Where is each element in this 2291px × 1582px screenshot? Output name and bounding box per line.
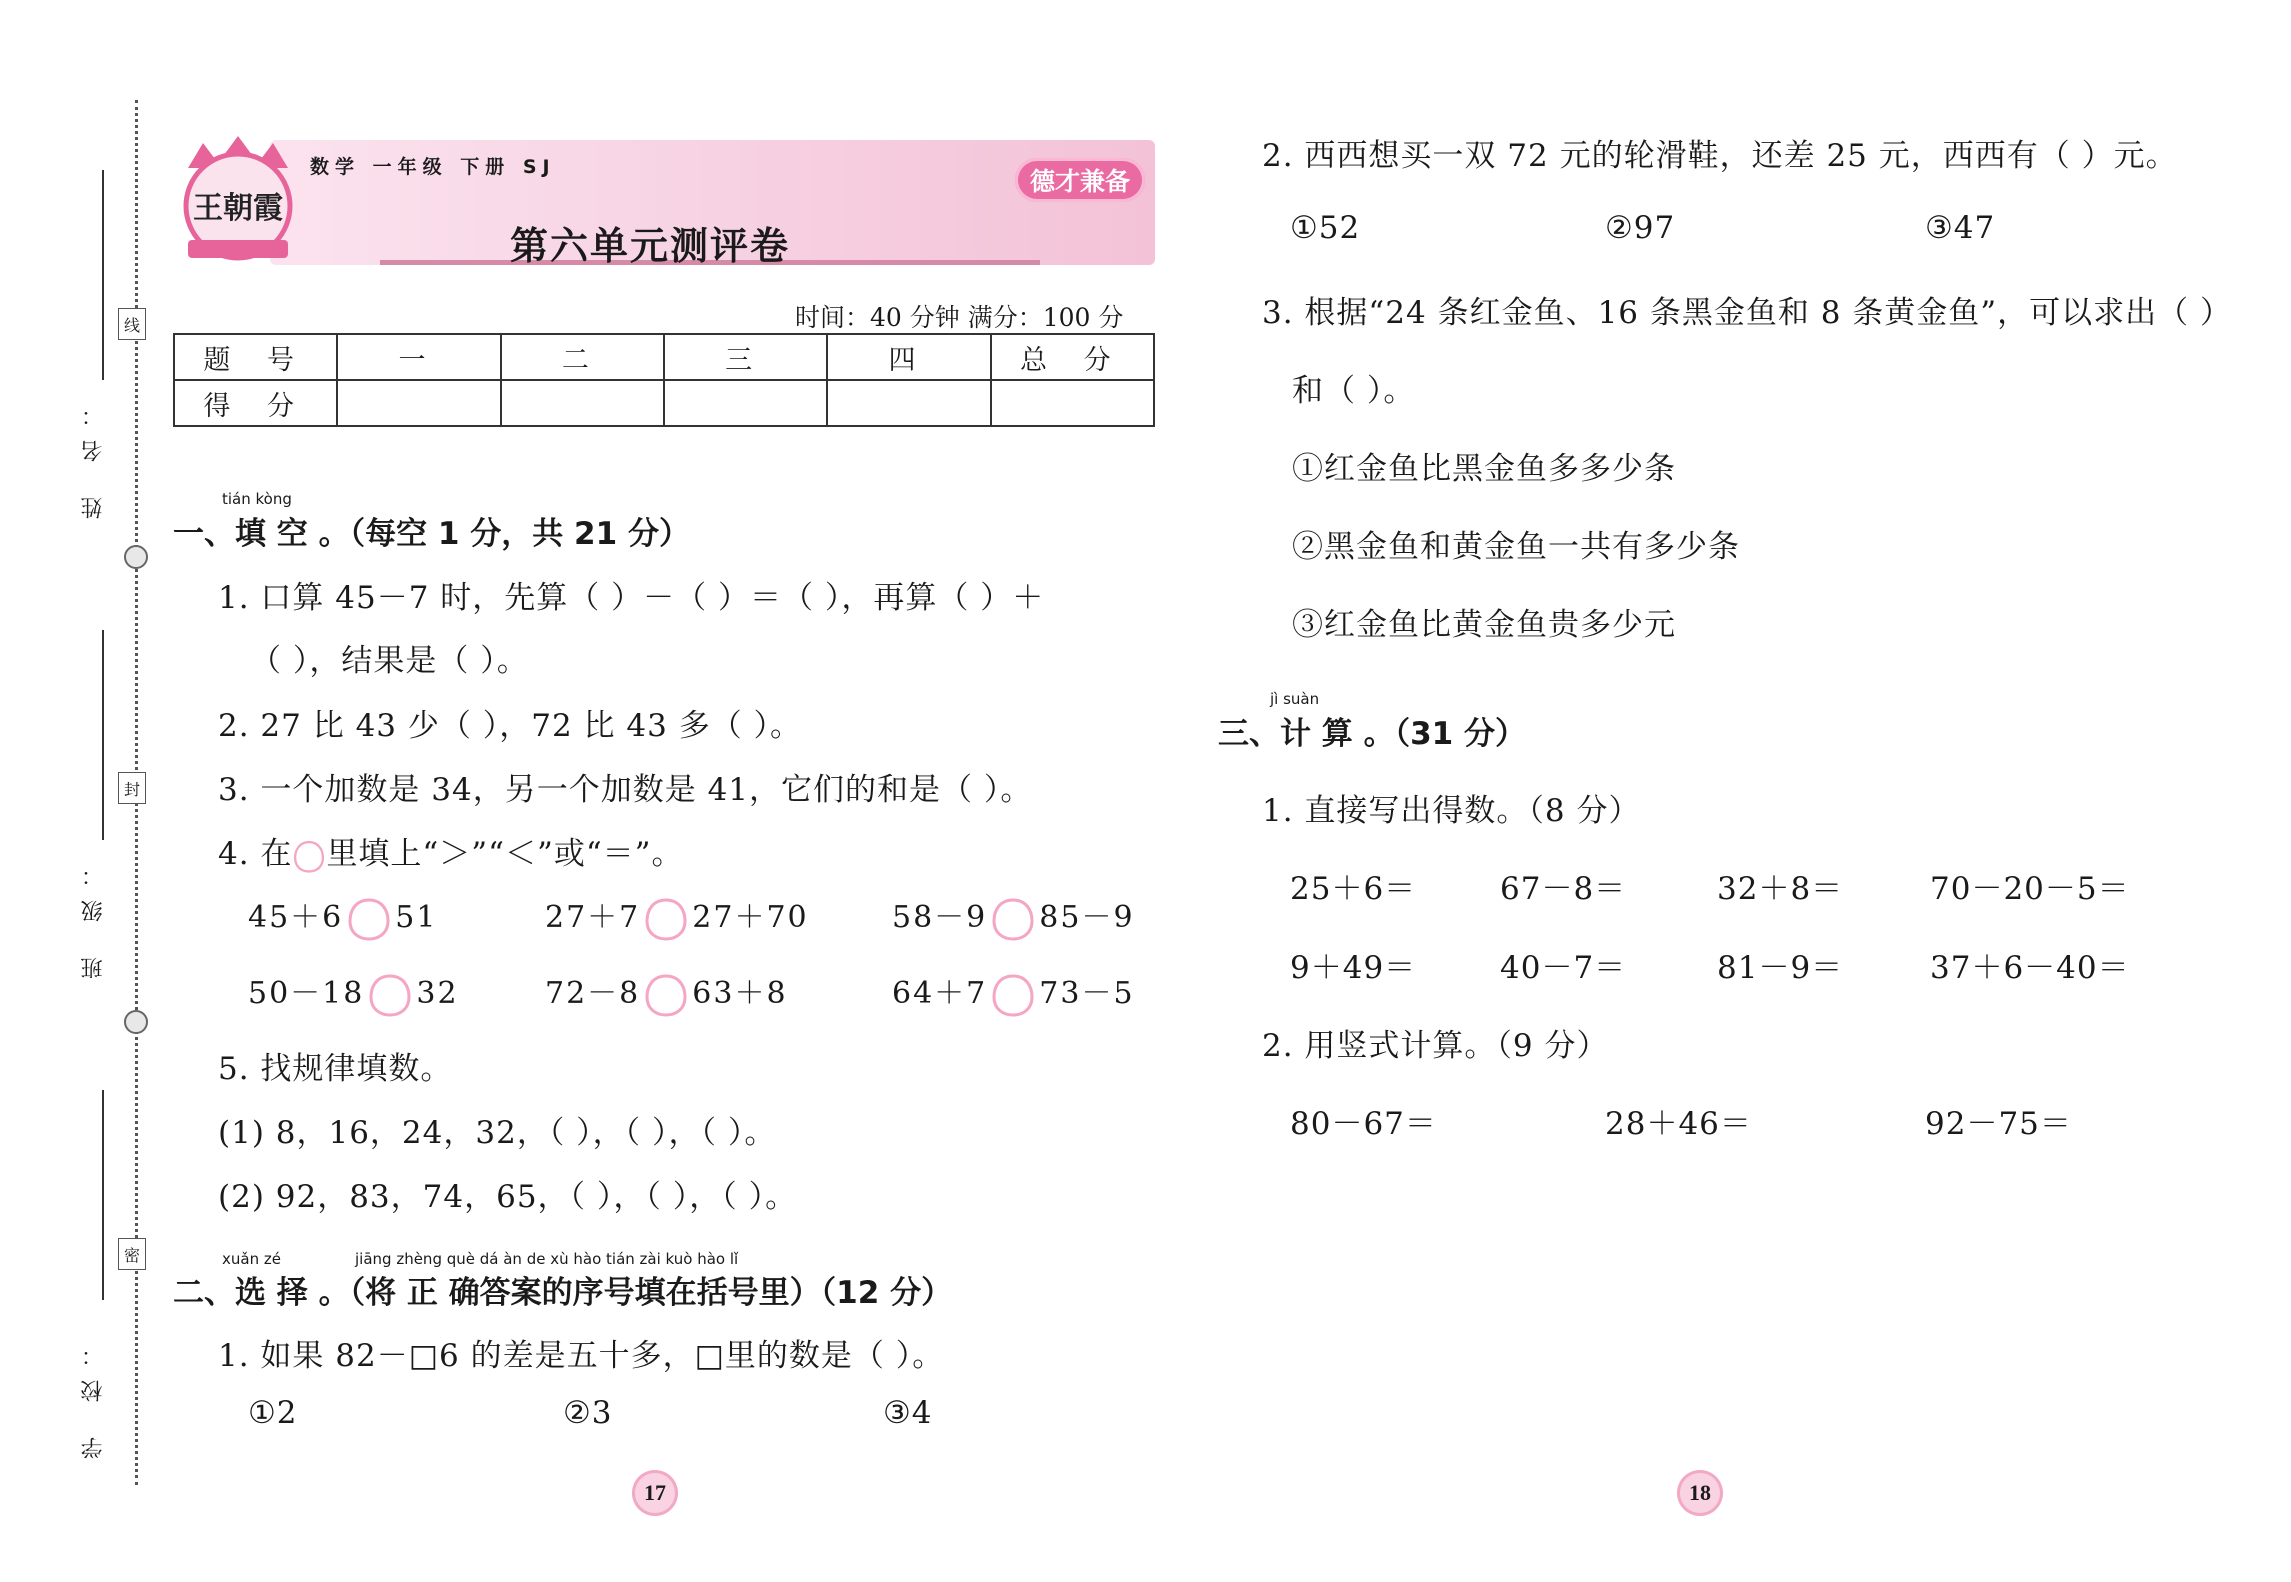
pinyin-annotation: jì suàn [1270, 690, 1320, 708]
question-2-3: 3. 根据“24 条红金鱼、16 条黑金鱼和 8 条黄金鱼”，可以求出（ ） [1262, 295, 2233, 331]
compare-right: 85－9 [1039, 900, 1135, 935]
calc-item: 37＋6－40＝ [1930, 950, 2130, 986]
option[interactable]: ②97 [1605, 210, 1676, 246]
table-cell: 三 [664, 334, 827, 380]
table-cell: 一 [337, 334, 500, 380]
score-input-cell[interactable] [991, 380, 1154, 426]
question-2-2: 2. 西西想买一双 72 元的轮滑鞋，还差 25 元，西西有（ ）元。 [1262, 138, 2178, 174]
compare-left: 50－18 [248, 976, 365, 1011]
option[interactable]: ②黑金鱼和黄金鱼一共有多少条 [1292, 529, 1740, 565]
seal-mark-secret: 密 [118, 1238, 146, 1270]
time-info: 时间：40 分钟 满分：100 分 [795, 303, 1124, 332]
option[interactable]: ③4 [883, 1395, 933, 1431]
seal-mark-line: 线 [118, 308, 146, 340]
compare-right: 32 [416, 976, 459, 1011]
calc-item: 70－20－5＝ [1930, 871, 2130, 907]
option[interactable]: ③红金鱼比黄金鱼贵多少元 [1292, 607, 1676, 643]
calc-item: 67－8＝ [1500, 871, 1627, 907]
question-1-3: 3. 一个加数是 34，另一个加数是 41，它们的和是（ ）。 [218, 772, 1033, 808]
brand-logo [178, 128, 298, 263]
pinyin-annotation: tián kòng [222, 490, 292, 508]
question-1-4 [218, 828, 684, 873]
compare-right: 63＋8 [692, 976, 788, 1011]
compare-left: 58－9 [892, 900, 988, 935]
calc-item: 40－7＝ [1500, 950, 1627, 986]
option[interactable]: ①2 [248, 1395, 298, 1431]
question-2-1: 1. 如果 82－□6 的差是五十多，□里的数是（ ）。 [218, 1338, 945, 1374]
compare-item [892, 892, 1135, 941]
option[interactable]: ①52 [1290, 210, 1361, 246]
score-input-cell[interactable] [337, 380, 500, 426]
compare-item [248, 968, 459, 1017]
question-1-5-2: (2) 92，83，74，65，（ ），（ ），（ ）。 [218, 1179, 798, 1215]
calc-item: 81－9＝ [1717, 950, 1844, 986]
compare-item [545, 968, 788, 1017]
subject-line: 数学 一年级 下册 SJ [310, 156, 556, 178]
page-title: 第六单元测评卷 [510, 224, 791, 268]
calc-item: 32＋8＝ [1717, 871, 1844, 907]
question-1-4-suffix: 里填上“＞”“＜”或“＝”。 [326, 836, 684, 872]
question-2-3-cont: 和（ ）。 [1292, 373, 1416, 409]
page-number-left: 17 [632, 1470, 678, 1516]
section-3-title: 三、计 算 。（31 分） [1218, 716, 1527, 752]
compare-right: 51 [395, 900, 438, 935]
option[interactable]: ①红金鱼比黑金鱼多多少条 [1292, 451, 1676, 487]
score-table-score-row [174, 380, 1154, 426]
badge: 德才兼备 [1015, 158, 1145, 202]
compare-left: 27＋7 [545, 900, 641, 935]
compare-item [545, 892, 809, 941]
calc-item: 9＋49＝ [1290, 950, 1417, 986]
name-label: 姓 名： [81, 390, 106, 519]
brand-name: 王朝霞 [193, 191, 283, 226]
binding-hole-icon [124, 545, 148, 569]
compare-left: 64＋7 [892, 976, 988, 1011]
petal-blank-icon[interactable] [991, 973, 1035, 1017]
section-2-title: 二、选 择 。（将 正 确答案的序号填在括号里）（12 分） [173, 1275, 953, 1311]
option[interactable]: ②3 [563, 1395, 613, 1431]
question-1-1: 1. 口算 45－7 时，先算（ ）－（ ）＝（ ），再算（ ）＋ [218, 580, 1045, 616]
petal-blank-icon[interactable] [644, 973, 688, 1017]
pinyin-annotation: jiāng zhèng què dá àn de xù hào tián zài kuò hào lǐ [355, 1250, 739, 1268]
school-write-line [102, 1090, 104, 1300]
question-1-4-prefix: 4. 在 [218, 836, 293, 872]
option[interactable]: ③47 [1925, 210, 1996, 246]
score-table [173, 333, 1155, 427]
petal-icon [292, 839, 326, 873]
seal-mark-seal: 封 [118, 772, 146, 804]
petal-blank-icon[interactable] [368, 973, 412, 1017]
compare-right: 73－5 [1039, 976, 1135, 1011]
question-3-1: 1. 直接写出得数。（8 分） [1262, 793, 1641, 829]
question-3-2: 2. 用竖式计算。（9 分） [1262, 1028, 1609, 1064]
petal-blank-icon[interactable] [644, 897, 688, 941]
class-write-line [102, 630, 104, 840]
pinyin-annotation: xuǎn zé [222, 1250, 281, 1268]
score-input-cell[interactable] [501, 380, 664, 426]
calc-item: 92－75＝ [1925, 1106, 2072, 1142]
table-cell: 得 分 [174, 380, 337, 426]
table-cell: 题 号 [174, 334, 337, 380]
compare-item [248, 892, 437, 941]
table-cell: 二 [501, 334, 664, 380]
score-table-header-row [174, 334, 1154, 380]
name-write-line [102, 170, 104, 380]
score-input-cell[interactable] [664, 380, 827, 426]
petal-blank-icon[interactable] [991, 897, 1035, 941]
compare-item [892, 968, 1135, 1017]
compare-left: 72－8 [545, 976, 641, 1011]
page-number-right: 18 [1677, 1470, 1723, 1516]
question-1-5: 5. 找规律填数。 [218, 1051, 453, 1087]
calc-item: 80－67＝ [1290, 1106, 1437, 1142]
table-cell: 总 分 [991, 334, 1154, 380]
petal-blank-icon[interactable] [347, 897, 391, 941]
calc-item: 25＋6＝ [1290, 871, 1417, 907]
section-1-title: 一、填 空 。（每空 1 分，共 21 分） [173, 516, 690, 552]
binding-hole-icon [124, 1010, 148, 1034]
compare-right: 27＋70 [692, 900, 809, 935]
question-1-5-1: (1) 8，16，24，32，（ ），（ ），（ ）。 [218, 1115, 777, 1151]
compare-left: 45＋6 [248, 900, 344, 935]
score-input-cell[interactable] [827, 380, 990, 426]
class-label: 班 级： [81, 850, 106, 979]
question-1-1-cont: （ ），结果是（ ）。 [250, 643, 529, 679]
school-label: 学 校： [81, 1330, 106, 1459]
question-1-2: 2. 27 比 43 少（ ），72 比 43 多（ ）。 [218, 708, 803, 744]
calc-item: 28＋46＝ [1605, 1106, 1752, 1142]
table-cell: 四 [827, 334, 990, 380]
